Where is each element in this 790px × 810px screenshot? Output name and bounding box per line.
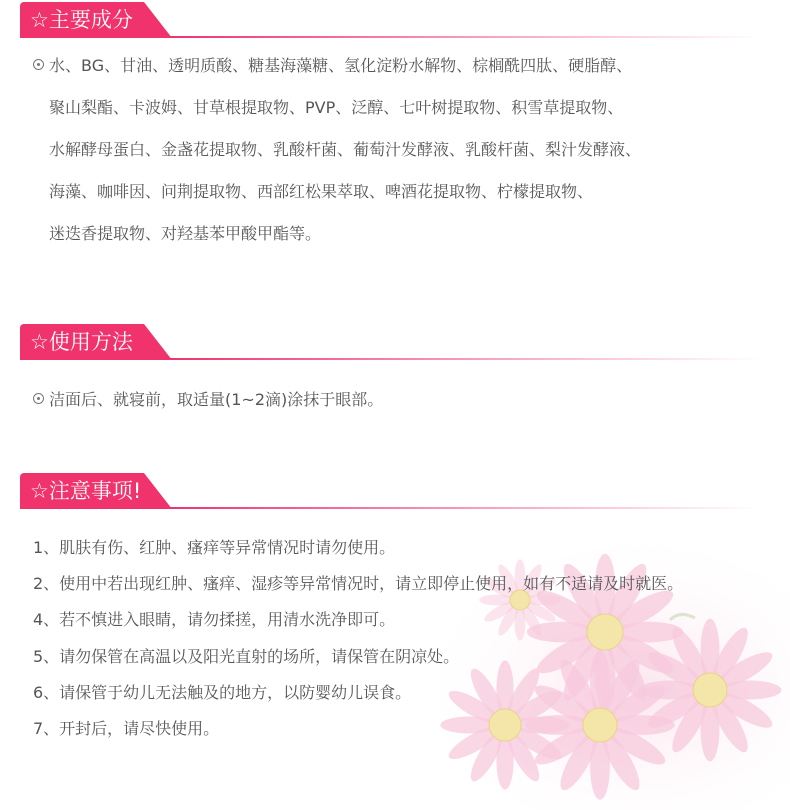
usage-divider	[170, 358, 760, 360]
usage-header	[20, 324, 760, 360]
cautions-header	[20, 473, 760, 509]
cautions-title: ☆注意事项!	[30, 479, 142, 503]
ingredient-line: 水解酵母蛋白、金盏花提取物、乳酸杆菌、葡萄汁发酵液、乳酸杆菌、梨汁发酵液、	[49, 140, 642, 159]
caution-item: 6、请保管于幼儿无法触及的地方，以防婴幼儿误食。	[33, 683, 412, 702]
ingredient-line: 海藻、咖啡因、问荆提取物、西部红松果萃取、啤酒花提取物、柠檬提取物、	[49, 182, 594, 201]
ingredients-header	[20, 2, 760, 38]
ingredients-divider	[170, 36, 760, 38]
caution-item: 4、若不慎进入眼睛，请勿揉搓，用清水洗净即可。	[33, 610, 396, 629]
caution-item: 1、肌肤有伤、红肿、瘙痒等异常情况时请勿使用。	[33, 538, 396, 557]
usage-text: 洁面后、就寝前，取适量(1~2滴)涂抹于眼部。	[33, 390, 383, 410]
ingredient-line: 聚山梨酯、卡波姆、甘草根提取物、PVP、泛醇、七叶树提取物、积雪草提取物、	[49, 98, 624, 117]
caution-item: 2、使用中若出现红肿、瘙痒、湿疹等异常情况时，请立即停止使用，如有不适请及时就医。	[33, 574, 684, 593]
ingredient-line: 迷迭香提取物、对羟基苯甲酸甲酯等。	[49, 224, 322, 243]
bullet-circle-icon	[33, 59, 44, 70]
bullet-circle-icon	[33, 393, 44, 404]
ingredients-title: ☆主要成分	[30, 8, 133, 32]
caution-item: 7、开封后，请尽快使用。	[33, 719, 220, 738]
ingredient-line: 水、BG、甘油、透明质酸、糖基海藻糖、氢化淀粉水解物、棕榈酰四肽、硬脂醇、	[33, 56, 632, 76]
cautions-divider	[170, 507, 760, 509]
usage-title: ☆使用方法	[30, 330, 133, 354]
caution-item: 5、请勿保管在高温以及阳光直射的场所，请保管在阴凉处。	[33, 647, 460, 666]
